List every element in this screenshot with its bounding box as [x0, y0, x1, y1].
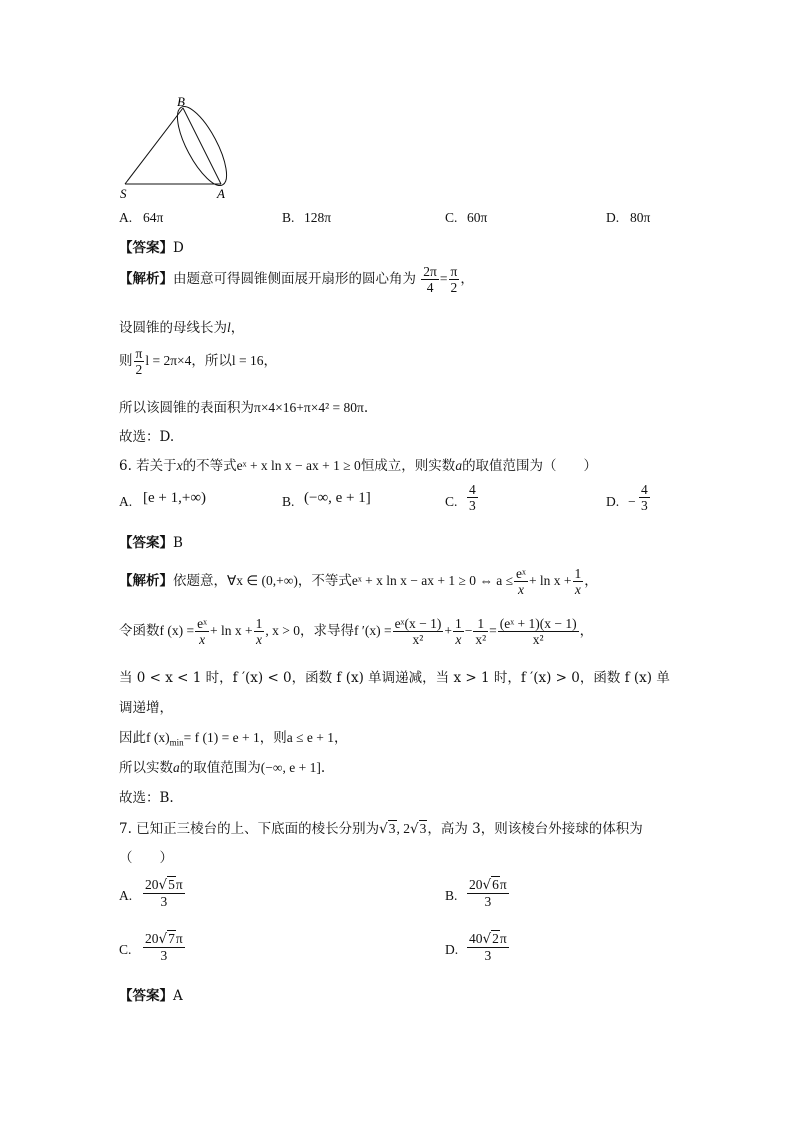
radicand: 5	[168, 877, 175, 892]
q6-answer	[119, 531, 183, 551]
q5-line4-eq: π×4×16+π×4² = 80π	[254, 400, 364, 415]
numerator: 4	[469, 482, 476, 497]
radicand: 3	[388, 821, 396, 836]
pi: π	[175, 931, 183, 946]
radicand: 7	[168, 931, 175, 946]
coef: 20	[469, 877, 483, 892]
q5-analysis-line2	[119, 316, 244, 336]
text: 所以实数	[119, 760, 173, 776]
q5-line1-text: 由题意可得圆锥侧面展开扇形的圆心角为	[173, 271, 416, 287]
q7-option-d-label: D.	[445, 942, 459, 957]
denominator: x	[574, 582, 581, 597]
frac	[453, 616, 464, 647]
q6-option-a: [e + 1,+∞)	[143, 490, 207, 506]
frac	[195, 616, 209, 647]
q5-option-d: 80π	[630, 210, 651, 225]
q6-stem-part4: 的取值范围为（ ）	[462, 458, 598, 474]
text: ，高为 3，则该棱台外接球的体积为	[427, 821, 643, 837]
q5-analysis-line3	[119, 346, 277, 377]
denominator: 2	[450, 280, 458, 295]
math: a ≤ e + 1	[286, 730, 334, 745]
q7-option-c-label: C.	[119, 942, 132, 957]
numerator: eˣ	[197, 616, 208, 631]
frac	[473, 616, 488, 647]
q5-option-a: 64π	[143, 210, 164, 225]
q7-option-b-label: B.	[445, 888, 458, 903]
label-s: S	[120, 186, 127, 201]
math: f ′(x) =	[354, 623, 392, 638]
frac-1-x	[573, 566, 584, 597]
q5-line2-text: 设圆锥的母线长为	[119, 320, 227, 336]
q6-stem	[119, 454, 597, 474]
answer-value: B	[173, 535, 183, 551]
q5-frac-pi-2	[449, 264, 460, 295]
q5-line3-mid: ，所以	[191, 353, 232, 369]
denominator: 4	[426, 280, 434, 295]
analysis-label: 【解析】	[119, 271, 173, 287]
math: (−∞, e + 1]	[260, 760, 321, 775]
q6-option-b: (−∞, e + 1]	[304, 490, 371, 506]
q7-option-d: $\frac{40√2\pi}{3}$	[469, 931, 507, 963]
q5-line3-res: l = 16	[231, 353, 264, 368]
analysis-label: 【解析】	[119, 573, 173, 589]
q6-analysis-line2	[119, 616, 593, 647]
q6-analysis-line1	[119, 566, 598, 597]
q6-analysis-line5	[119, 726, 347, 748]
math: +	[444, 623, 452, 638]
punct: ，	[584, 573, 598, 589]
coef: 20	[145, 877, 159, 892]
numerator: π	[135, 346, 143, 361]
numerator: 1	[574, 566, 582, 581]
text: ，则	[259, 730, 287, 746]
denominator: 3	[160, 894, 168, 909]
q5-option-a-label: A.	[119, 210, 133, 225]
frac	[393, 616, 444, 647]
numerator: 1	[255, 616, 263, 631]
q7-stem: 7. 已知正三棱台的上、下底面的棱长分别为√3, 2√3，高为 3，则该棱台外接球的体积为	[119, 821, 643, 837]
answer-label: 【答案】	[119, 535, 173, 551]
pi: π	[175, 877, 183, 892]
punct: ，	[333, 730, 348, 746]
punct: .	[363, 400, 369, 416]
label-b: B	[177, 94, 185, 109]
q5-line3-pre: 则	[119, 353, 133, 369]
q7-option-c: $\frac{20√7\pi}{3}$	[145, 931, 183, 963]
math: = f (1) = e + 1	[183, 730, 260, 745]
numerator: π	[450, 264, 458, 279]
punct: ，	[263, 353, 277, 369]
text: 依题意，	[173, 573, 227, 589]
denominator: x²	[412, 632, 424, 647]
numerator: eˣ(x − 1)	[394, 616, 442, 631]
label-a: A	[217, 186, 225, 201]
q5-line4-text: 所以该圆锥的表面积为	[119, 400, 254, 416]
q5-conclusion: 故选：D.	[119, 429, 175, 445]
q5-answer	[119, 236, 184, 256]
var-a: a	[455, 458, 463, 473]
q6-option-d-sign: −	[628, 494, 636, 509]
q5-option-d-label: D.	[606, 210, 620, 225]
numerator: 4	[641, 482, 648, 497]
q6-inequality: eˣ + x ln x − ax + 1 ≥ 0	[236, 458, 361, 473]
radicand: 3	[419, 821, 427, 836]
denominator: x	[455, 632, 462, 647]
denominator: x	[517, 582, 524, 597]
numerator: (eˣ + 1)(x − 1)	[499, 616, 577, 631]
math: eˣ + x ln x − ax + 1 ≥ 0 ⇔ a ≤	[351, 573, 514, 588]
frac	[498, 616, 579, 647]
q7-option-a: $\frac{20√5\pi}{3}$	[145, 877, 183, 909]
q6-stem-part2: 的不等式	[182, 458, 237, 474]
frac-ex-x	[514, 566, 528, 597]
punct: .	[320, 760, 326, 776]
answer-value: D	[173, 240, 184, 256]
frac	[254, 616, 265, 647]
numerator: 2π	[423, 264, 437, 279]
punct: ，	[230, 320, 245, 336]
numerator: eˣ	[516, 566, 526, 581]
numerator: 1	[473, 616, 488, 632]
math: ∀x ∈ (0,+∞)	[227, 573, 298, 588]
q7-option-a-label: A.	[119, 888, 133, 903]
q6-option-d	[639, 482, 650, 513]
var-x: x	[176, 458, 183, 473]
radicand: 6	[492, 877, 499, 892]
denominator: x	[256, 632, 262, 647]
text: ，不等式	[297, 573, 352, 589]
math: −	[464, 623, 473, 638]
q5-option-c: 60π	[467, 210, 488, 225]
subscript-min: min	[169, 737, 184, 748]
q5-line3-eq: l = 2π×4	[145, 353, 192, 368]
cone-figure	[115, 92, 235, 202]
math: f (x) =	[159, 623, 195, 638]
coef: 40	[469, 931, 483, 946]
punct: ，	[460, 271, 474, 287]
q6-analysis-line6	[119, 756, 325, 776]
coef: 20	[145, 931, 159, 946]
text: 的取值范围为	[179, 760, 261, 776]
punct: ，	[579, 623, 594, 639]
q6-analysis-line3: 当 0 < x < 1 时，f ′(x) < 0，函数 f (x) 单调递减，当 x > 1 时，f ′(x) > 0，函数 f (x) 单	[119, 670, 670, 686]
var-l: l	[227, 320, 231, 335]
q6-option-c	[467, 482, 478, 513]
pi: π	[499, 931, 507, 946]
q7-answer	[119, 984, 183, 1004]
q6-option-a-label: A.	[119, 494, 133, 509]
q6-option-b-label: B.	[282, 494, 295, 509]
math: + ln x +	[528, 573, 572, 588]
math: f (x)	[146, 730, 170, 745]
q5-frac-pi-2b	[134, 346, 145, 377]
q7-stem-bracket: （ ）	[119, 850, 173, 866]
q7-option-b: $\frac{20√6\pi}{3}$	[469, 877, 507, 909]
answer-label: 【答案】	[119, 988, 173, 1004]
var-a: a	[173, 760, 180, 775]
q6-conclusion: 故选：B.	[119, 790, 174, 806]
q6-stem-part3: 恒成立，则实数	[360, 458, 456, 474]
math: + ln x +	[210, 623, 253, 638]
q6-option-c-label: C.	[445, 494, 458, 509]
q6-option-d-label: D.	[606, 494, 620, 509]
edge-sb	[125, 108, 183, 184]
q6-analysis-line4: 调递增，	[119, 700, 173, 716]
text: ，求导得	[300, 623, 354, 639]
q6-stem-part1: 6. 若关于	[119, 458, 177, 474]
denominator: x²	[475, 632, 487, 647]
denominator: 3	[641, 498, 648, 513]
denominator: 2	[135, 362, 143, 377]
q5-frac-2pi-4	[421, 264, 439, 295]
radicand: 2	[492, 931, 499, 946]
numerator: 1	[454, 616, 462, 631]
q5-option-c-label: C.	[445, 210, 458, 225]
pi: π	[499, 877, 507, 892]
text: 因此	[119, 730, 146, 746]
text: 令函数	[119, 623, 160, 639]
q5-option-b-label: B.	[282, 210, 295, 225]
denominator: 3	[469, 498, 476, 513]
denominator: x	[199, 632, 206, 647]
q5-analysis-line4	[119, 396, 368, 416]
math: , 2	[396, 821, 411, 836]
math: =	[489, 623, 497, 638]
text: 7. 已知正三棱台的上、下底面的棱长分别为	[119, 821, 380, 837]
denominator: 3	[484, 894, 492, 909]
q5-option-b: 128π	[304, 210, 332, 225]
denominator: x²	[532, 632, 544, 647]
denominator: 3	[160, 948, 168, 963]
math: , x > 0	[265, 623, 300, 638]
answer-label: 【答案】	[119, 240, 173, 256]
q5-analysis-line1: 【解析】由题意可得圆锥侧面展开扇形的圆心角为 $\frac{2\pi}{4}$ = $\frac{\pi}{2}$ ，	[119, 264, 474, 295]
answer-value: A	[173, 988, 183, 1004]
denominator: 3	[484, 948, 492, 963]
